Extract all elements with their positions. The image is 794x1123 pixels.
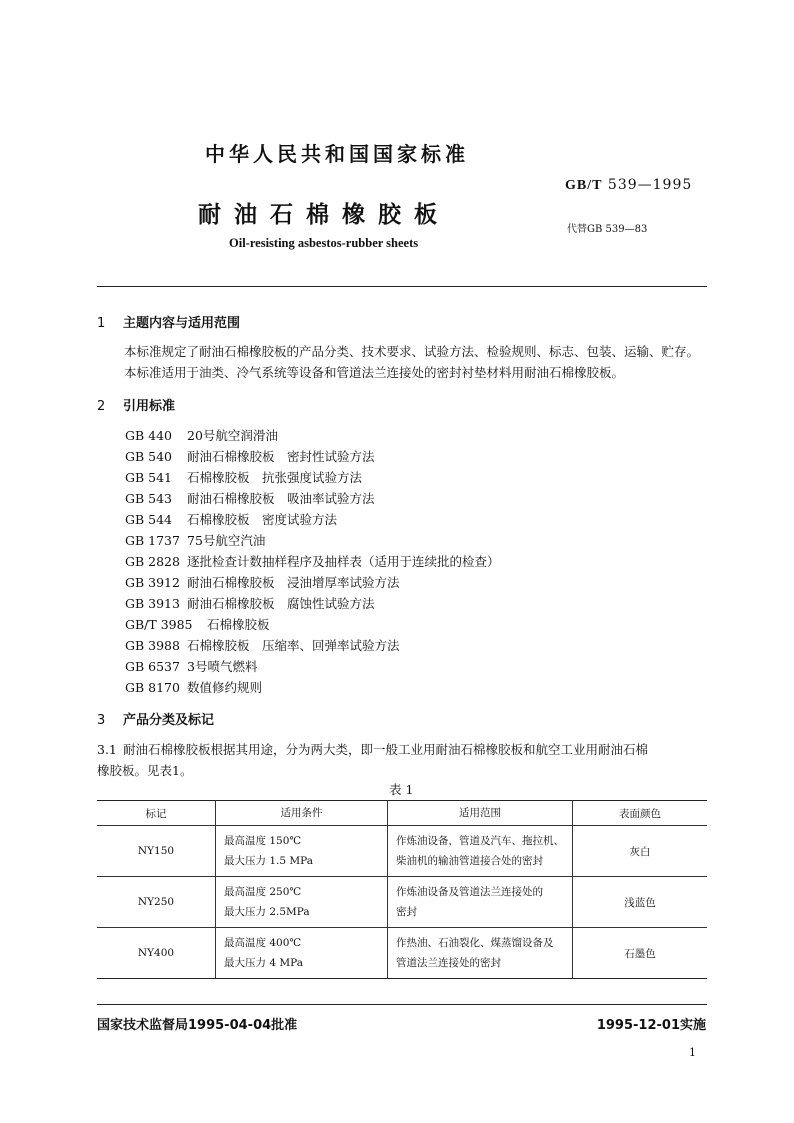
table-header-row: [97, 801, 707, 826]
reference-code: GB 3913: [125, 596, 180, 611]
page-number: 1: [689, 1046, 696, 1059]
cell-color: 灰白: [573, 826, 708, 877]
scope-line-1: 作炼油设备，管道及汽车、拖拉机、: [396, 835, 564, 847]
reference-title: 20号航空润滑油: [187, 428, 278, 443]
table-row: [97, 877, 707, 928]
scope-line-2: 管道法兰连接处的密封: [396, 957, 501, 969]
cell-condition: [216, 877, 388, 928]
condition-temperature: 最高温度 150℃: [224, 835, 302, 847]
section-2-heading: [97, 395, 175, 414]
section-2-number: 2: [97, 399, 106, 414]
document-title-cn: 耐油石棉橡胶板: [198, 202, 450, 228]
condition-pressure: 最大压力 2.5MPa: [224, 906, 310, 918]
scope-line-2: 柴油机的输油管道接合处的密封: [396, 855, 543, 867]
reference-code: GB 1737: [125, 533, 180, 548]
reference-title: 3号喷气燃料: [187, 659, 258, 674]
document-title-en: Oil-resisting asbestos-rubber sheets: [229, 236, 419, 250]
table-header-mark: 标记: [97, 801, 216, 826]
cell-mark: NY150: [97, 826, 216, 877]
reference-code: GB 541: [125, 470, 173, 485]
cell-color: 浅蓝色: [573, 877, 708, 928]
reference-code: GB 6537: [125, 659, 180, 674]
condition-pressure: 最大压力 4 MPa: [224, 957, 303, 969]
reference-item: [125, 552, 500, 570]
standard-number: [565, 177, 692, 194]
table-1-caption: 表 1: [389, 782, 414, 797]
reference-title: 逐批检查计数抽样程序及抽样表（适用于连续批的检查）: [187, 554, 500, 569]
section-3-heading: [97, 709, 214, 728]
table-header-scope: 适用范围: [388, 801, 573, 826]
table-header-color: 表面颜色: [573, 801, 708, 826]
scope-line-1: 作炼油设备及管道法兰连接处的: [396, 886, 543, 898]
cell-scope: [388, 928, 573, 979]
replaces-standard: 代替GB 539—83: [567, 224, 648, 235]
table-1: [97, 800, 707, 979]
reference-title: 石棉橡胶板: [207, 617, 270, 632]
reference-code: GB 440: [125, 428, 173, 443]
standard-number-value: 539—1995: [607, 177, 693, 193]
reference-title: 耐油石棉橡胶板 浸油增厚率试验方法: [187, 575, 400, 590]
cell-scope: [388, 877, 573, 928]
reference-code: GB 3912: [125, 575, 180, 590]
reference-item: [125, 594, 375, 612]
cell-mark: NY400: [97, 928, 216, 979]
section-3-title: 产品分类及标记: [123, 713, 215, 728]
national-standard-heading: 中华人民共和国国家标准: [205, 142, 469, 166]
section-1-title: 主题内容与适用范围: [123, 316, 241, 331]
reference-item: [125, 426, 278, 444]
section-1-number: 1: [97, 316, 106, 331]
reference-code: GB 540: [125, 449, 173, 464]
section-1-heading: [97, 312, 240, 331]
scope-line-1: 作热油、石油裂化、煤蒸馏设备及: [396, 937, 554, 949]
cell-condition: [216, 826, 388, 877]
cell-mark: NY250: [97, 877, 216, 928]
cell-scope: [388, 826, 573, 877]
effective-date: 1995-12-01实施: [596, 1018, 706, 1033]
section-2-title: 引用标准: [123, 399, 176, 414]
scope-line-2: 密封: [396, 906, 417, 918]
table-header-condition: 适用条件: [216, 801, 388, 826]
reference-item: [125, 447, 375, 465]
condition-temperature: 最高温度 400℃: [224, 937, 302, 949]
approval-date: 国家技术监督局1995-04-04批准: [97, 1018, 298, 1033]
table-row: [97, 826, 707, 877]
condition-pressure: 最大压力 1.5 MPa: [224, 855, 313, 867]
clause-3-1-line-1: [97, 740, 648, 758]
reference-item: [125, 657, 257, 675]
reference-item: [125, 573, 400, 591]
cell-condition: [216, 928, 388, 979]
reference-title: 耐油石棉橡胶板 吸油率试验方法: [187, 491, 375, 506]
reference-title: 耐油石棉橡胶板 密封性试验方法: [187, 449, 375, 464]
reference-title: 耐油石棉橡胶板 腐蚀性试验方法: [187, 596, 375, 611]
reference-code: GB 2828: [125, 554, 180, 569]
reference-code: GB/T 3985: [125, 617, 193, 632]
reference-title: 石棉橡胶板 密度试验方法: [187, 512, 338, 527]
section-3-number: 3: [97, 713, 106, 728]
reference-item: [125, 678, 262, 696]
section-1-paragraph-2: 本标准适用于油类、冷气系统等设备和管道法兰连接处的密封衬垫材料用耐油石棉橡胶板。: [124, 365, 625, 380]
condition-temperature: 最高温度 250℃: [224, 886, 302, 898]
reference-code: GB 544: [125, 512, 173, 527]
clause-3-1-number: 3.1: [97, 742, 117, 757]
reference-item: [125, 636, 400, 654]
cell-color: 石墨色: [573, 928, 708, 979]
reference-item: [125, 615, 270, 633]
reference-item: [125, 489, 375, 507]
header-divider: [97, 286, 707, 287]
standard-number-prefix: GB/T: [565, 178, 603, 193]
reference-code: GB 543: [125, 491, 173, 506]
footer-divider: [97, 1004, 707, 1005]
reference-title: 75号航空汽油: [187, 533, 266, 548]
reference-code: GB 8170: [125, 680, 180, 695]
reference-title: 数值修约规则: [187, 680, 263, 695]
reference-item: [125, 468, 362, 486]
reference-code: GB 3988: [125, 638, 180, 653]
section-1-paragraph-1: 本标准规定了耐油石棉橡胶板的产品分类、技术要求、试验方法、检验规则、标志、包装、运输、贮存。: [124, 344, 700, 359]
table-row: [97, 928, 707, 979]
reference-title: 石棉橡胶板 抗张强度试验方法: [187, 470, 363, 485]
clause-3-1-line-2: 橡胶板。见表1。: [97, 763, 193, 778]
clause-3-1-text: 耐油石棉橡胶板根据其用途，分为两大类，即一般工业用耐油石棉橡胶板和航空工业用耐油石棉: [123, 742, 649, 757]
reference-item: [125, 510, 337, 528]
reference-title: 石棉橡胶板 压缩率、回弹率试验方法: [187, 638, 400, 653]
reference-item: [125, 531, 265, 549]
